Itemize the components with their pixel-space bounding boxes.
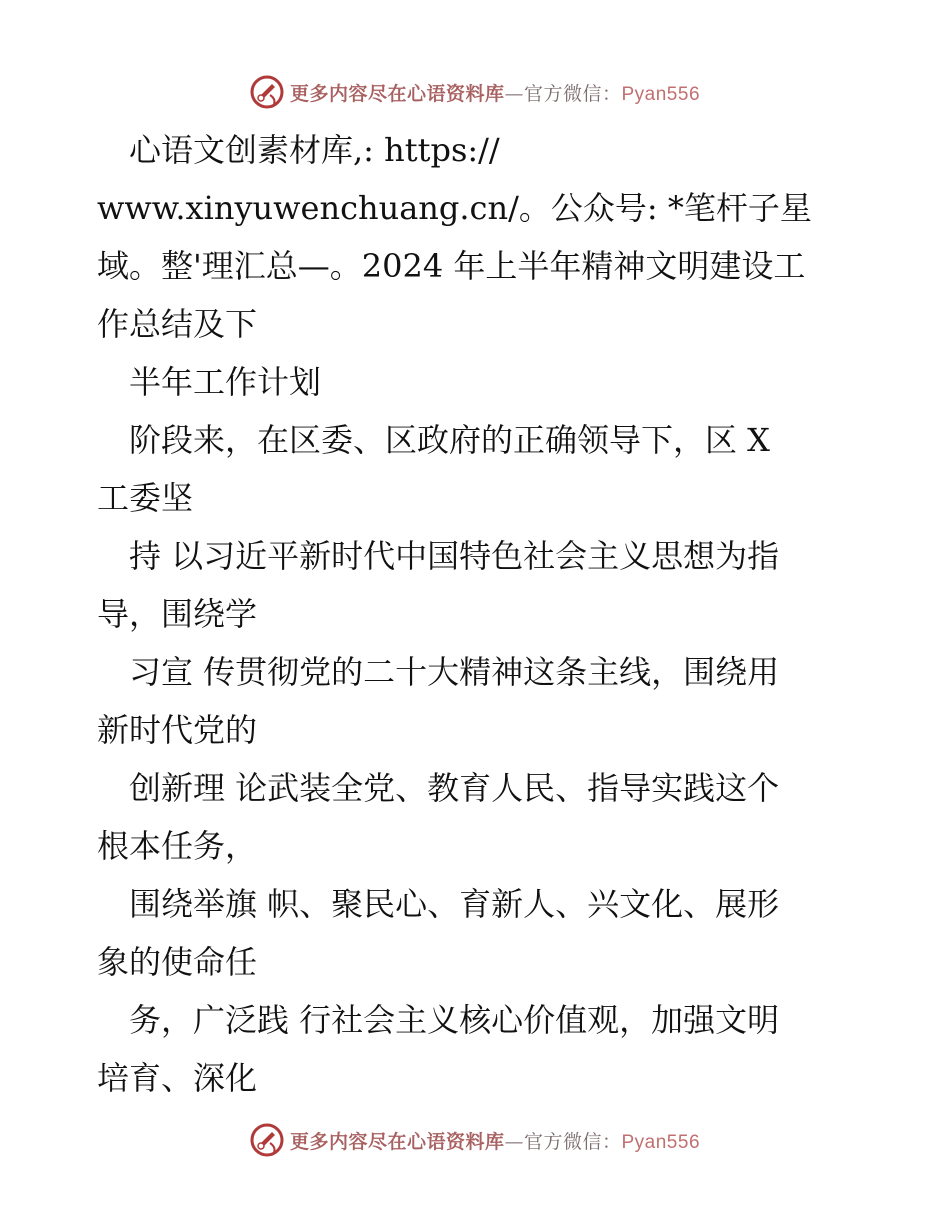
text-line: 根本任务， bbox=[97, 827, 258, 865]
text-line: 域。整'理汇总—。2024 年上半年精神文明建设工 bbox=[97, 247, 806, 285]
text-line: 围绕举旗 帜、聚民心、育新人、兴文化、展形 bbox=[97, 885, 780, 923]
header-banner bbox=[0, 72, 950, 112]
text-line: 新时代党的 bbox=[97, 711, 258, 749]
text-line: 习宣 传贯彻党的二十大精神这条主线，围绕用 bbox=[97, 653, 780, 691]
banner-dash: — bbox=[504, 82, 524, 105]
document-body bbox=[97, 121, 857, 1107]
text-line: 导，围绕学 bbox=[97, 595, 258, 633]
banner-wechat: Pyan556 bbox=[621, 1131, 701, 1153]
banner-official: 官方微信： bbox=[523, 1130, 622, 1153]
banner-wechat: Pyan556 bbox=[621, 83, 701, 105]
banner-dash: — bbox=[504, 1130, 524, 1153]
logo-icon bbox=[250, 1123, 284, 1157]
text-line: 创新理 论武装全党、教育人民、指导实践这个 bbox=[97, 769, 780, 807]
banner-text bbox=[290, 1127, 700, 1154]
text-line: 持 以习近平新时代中国特色社会主义思想为指 bbox=[97, 537, 780, 575]
banner-official: 官方微信： bbox=[523, 82, 622, 105]
text-line: 半年工作计划 bbox=[97, 363, 322, 401]
text-line: 阶段来，在区委、区政府的正确领导下，区 X bbox=[97, 421, 770, 459]
text-line: www.xinyuwenchuang.cn/。公众号: *笔杆子星 bbox=[97, 189, 812, 227]
text-line: 培育、深化 bbox=[97, 1059, 258, 1097]
banner-text bbox=[290, 79, 700, 106]
banner-main: 更多内容尽在心语资料库 bbox=[289, 82, 505, 105]
text-line: 务，广泛践 行社会主义核心价值观，加强文明 bbox=[97, 1001, 780, 1039]
text-line: 心语文创素材库,: https:// bbox=[97, 131, 500, 169]
logo-icon bbox=[250, 75, 284, 109]
footer-banner bbox=[0, 1120, 950, 1160]
text-line: 象的使命任 bbox=[97, 943, 258, 981]
text-line: 作总结及下 bbox=[97, 305, 258, 343]
banner-main: 更多内容尽在心语资料库 bbox=[289, 1130, 505, 1153]
text-line: 工委坚 bbox=[97, 479, 194, 517]
